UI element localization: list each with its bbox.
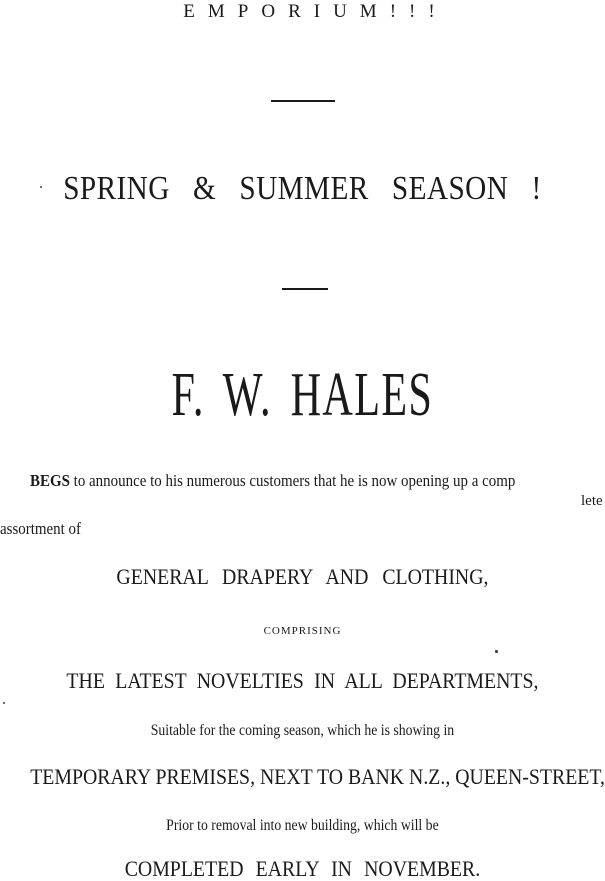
- completion-line: COMPLETED EARLY IN NOVEMBER.: [124, 856, 481, 881]
- emporium-header: EMPORIUM!!!: [183, 1, 448, 22]
- announcement-hyphen-tail: lete: [581, 493, 603, 509]
- proprietor-name: F. W. HALES: [171, 361, 434, 429]
- premises-line: TEMPORARY PREMISES, NEXT TO BANK N.Z., QUEEN-STREET,: [30, 764, 605, 789]
- season-heading: SPRING & SUMMER SEASON !: [63, 170, 542, 207]
- divider-rule: [271, 100, 335, 102]
- announcement-text: to announce to his numerous customers that he is now opening up a comp: [69, 471, 516, 490]
- announcement-first-word: BEGS: [30, 471, 70, 490]
- announcement-line: [30, 472, 515, 489]
- novelties-heading: THE LATEST NOVELTIES IN ALL DEPARTMENTS,: [66, 668, 539, 693]
- removal-line: Prior to removal into new building, which will be: [166, 817, 439, 834]
- divider-rule: [282, 288, 328, 290]
- print-speck: [495, 650, 498, 653]
- goods-heading: GENERAL DRAPERY AND CLOTHING,: [116, 564, 489, 589]
- print-speck: [3, 702, 5, 704]
- comprising-label: COMPRISING: [263, 625, 342, 637]
- suitable-line: Suitable for the coming season, which he is showing in: [150, 722, 455, 739]
- announcement-continuation: assortment of: [0, 519, 82, 538]
